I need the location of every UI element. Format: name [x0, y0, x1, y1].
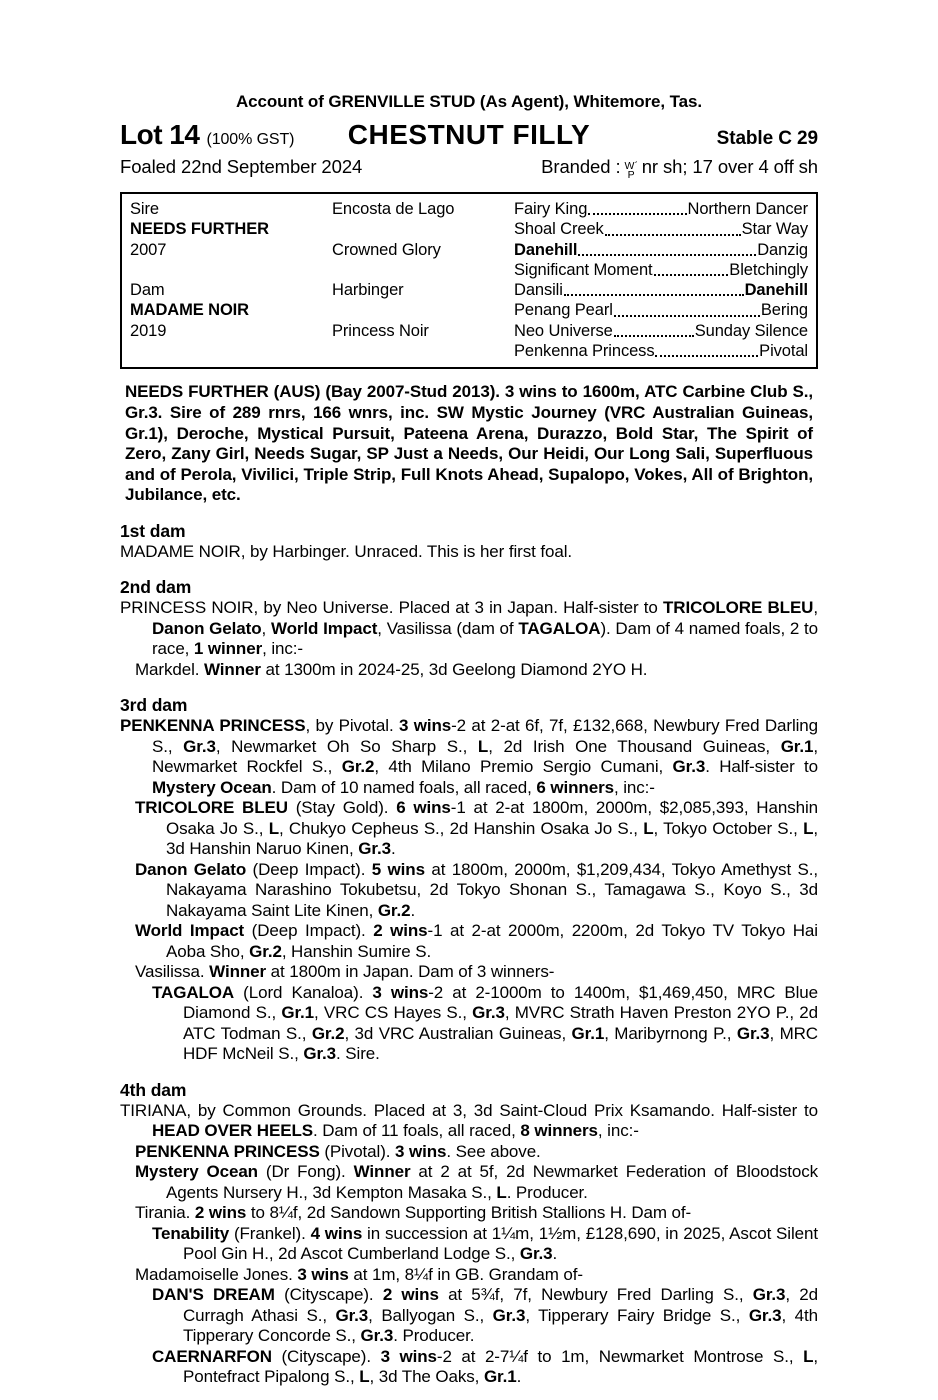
ancestor-name: Significant Moment — [514, 260, 653, 279]
ancestor-name: Fairy King — [514, 200, 588, 218]
pedigree-name-cell: Sire — [130, 200, 159, 218]
pedigree-ancestor-row — [514, 199, 808, 219]
brand-mark-top: Wˊ — [624, 160, 638, 172]
ancestor-name: Penang Pearl — [514, 301, 613, 320]
pedigree-parent-cell: Princess Noir — [332, 321, 429, 340]
lot-header — [120, 119, 818, 153]
ancestor-sire-name: Star Way — [741, 220, 808, 239]
pedigree-parent-cell — [332, 341, 514, 361]
pedigree-ancestor-row — [514, 321, 808, 341]
ancestor-name: Dansili — [514, 281, 563, 300]
sire-summary: NEEDS FURTHER (AUS) (Bay 2007-Stud 2013). 3 wins to 1600m, ATC Carbine Club S., Gr.3. Sire of 289 rnrs, 166 wnrs, inc. SW Mystic Journey (VRC Australian Guineas, Gr.1), Deroche, Mystical Pursuit, Pateena Arena, Durazzo, Bold Star, The Spirit of Zero, Zany Girl, Needs Sugar, SP Just a Needs, Our Heidi, Our Long Sali, Superfluous and of Perola, Vivilici, Triple Strip, Full Knots Ahead, Supalopo, Vokes, All of Brighton, Jubilance, etc. — [125, 382, 813, 505]
brand-location: nr sh; 17 over 4 off sh — [641, 156, 818, 177]
pedigree-ancestor-row — [514, 219, 808, 239]
pedigree-paragraph: Danon Gelato (Deep Impact). 5 wins at 1800m, 2000m, $1,209,434, Tokyo Amethyst S., Nakayama Narashino Tokubetsu, 2d Tokyo Shonan S., Tamagawa S., Koyo S., 3d Nakayama Saint Lite Kinen, Gr.2. — [135, 859, 818, 920]
pedigree-col-grandparents — [514, 199, 808, 361]
dot-leader — [577, 240, 757, 260]
dot-leader — [604, 219, 742, 239]
pedigree-parent-cell: Harbinger — [332, 281, 404, 300]
pedigree-parent-cell: Encosta de Lago — [332, 200, 455, 218]
brand-info — [541, 156, 818, 183]
pedigree-name-cell: NEEDS FURTHER — [130, 220, 269, 239]
pedigree-paragraph: TIRIANA, by Common Grounds. Placed at 3, 3d Saint-Cloud Prix Ksamando. Half-sister to HEAD OVER HEELS. Dam of 11 foals, all raced, 8 winners, inc:- — [120, 1100, 818, 1141]
dam-section-heading: 3rd dam — [120, 695, 188, 716]
pedigree-paragraph: TAGALOA (Lord Kanaloa). 3 wins-2 at 2-1000m to 1400m, $1,469,450, MRC Blue Diamond S., Gr.1, VRC CS Hayes S., Gr.3, MVRC Strath Haven Preston 2YO P., 2d ATC Todman S., Gr.2, 3d VRC Australian Guineas, Gr.1, Maribyrnong P., Gr.3, MRC HDF McNeil S., Gr.3. Sire. — [152, 982, 818, 1064]
pedigree-paragraph: PRINCESS NOIR, by Neo Universe. Placed at 3 in Japan. Half-sister to TRICOLORE BLEU, Danon Gelato, World Impact, Vasilissa (dam of TAGALOA). Dam of 4 named foals, 2 to race, 1 winner, inc:- — [120, 598, 819, 659]
pedigree-paragraph: Madamoiselle Jones. 3 wins at 1m, 8¼f in GB. Grandam of- — [135, 1264, 583, 1284]
ancestor-sire-name: Bering — [760, 301, 808, 320]
horse-name: CHESTNUT FILLY — [347, 119, 591, 150]
dam-section-heading: 1st dam — [120, 520, 186, 541]
ancestor-sire-name: Danehill — [744, 281, 808, 300]
pedigree-paragraph: Tirania. 2 wins to 8¼f, 2d Sandown Supporting British Stallions H. Dam of- — [135, 1203, 692, 1223]
stable-number: Stable C 29 — [716, 128, 818, 149]
branded-label: Branded : — [541, 156, 621, 177]
gst-note: (100% GST) — [206, 131, 295, 148]
ancestor-name: Danehill — [514, 240, 578, 259]
ancestor-name: Penkenna Princess — [514, 342, 655, 361]
brand-mark — [624, 162, 637, 179]
pedigree-name-cell — [130, 341, 332, 361]
dot-leader — [563, 280, 745, 300]
pedigree-col-names — [130, 199, 332, 361]
pedigree-ancestor-row — [514, 341, 808, 361]
dam-section-heading: 2nd dam — [120, 577, 192, 598]
pedigree-name-cell: 2019 — [130, 321, 167, 340]
dot-leader — [654, 341, 759, 361]
pedigree-paragraph: Vasilissa. Winner at 1800m in Japan. Dam of 3 winners- — [135, 962, 555, 982]
dam-section-heading: 4th dam — [120, 1079, 187, 1100]
pedigree-paragraph: Markdel. Winner at 1300m in 2024-25, 3d Geelong Diamond 2YO H. — [135, 659, 648, 679]
ancestor-name: Neo Universe — [514, 321, 613, 340]
pedigree-paragraph: CAERNARFON (Cityscape). 3 wins-2 at 2-7¼f to 1m, Newmarket Montrose S., L, Pontefract Pipalong S., L, 3d The Oaks, Gr.1. — [152, 1346, 818, 1387]
pedigree-paragraph: TRICOLORE BLEU (Stay Gold). 6 wins-1 at 2-at 1800m, 2000m, $2,085,393, Hanshin Osaka Jo S., L, Chukyo Cepheus S., 2d Hanshin Osaka Jo S., L, Tokyo October S., L, 3d Hanshin Naruo Kinen, Gr.3. — [135, 798, 818, 859]
pedigree-name-cell: 2007 — [130, 240, 167, 259]
dot-leader — [653, 260, 730, 280]
foaled-row — [120, 156, 818, 183]
ancestor-sire-name: Sunday Silence — [694, 321, 808, 340]
ancestor-sire-name: Bletchingly — [729, 260, 808, 279]
pedigree-paragraph: DAN'S DREAM (Cityscape). 2 wins at 5¾f, 7f, Newbury Fred Darling S., Gr.3, 2d Curragh Athasi S., Gr.3, Ballyogan S., Gr.3, Tipperary Fairy Bridge S., Gr.3, 4th Tipperary Concorde S., Gr.3. Producer. — [152, 1285, 818, 1346]
pedigree-parent-cell — [332, 300, 514, 320]
pedigree-table — [120, 192, 818, 369]
dot-leader — [613, 321, 695, 341]
pedigree-paragraph: PENKENNA PRINCESS (Pivotal). 3 wins. See above. — [135, 1141, 541, 1161]
pedigree-paragraph: MADAME NOIR, by Harbinger. Unraced. This is her first foal. — [120, 541, 572, 561]
pedigree-col-parents — [332, 199, 514, 361]
pedigree-parent-cell — [332, 260, 514, 280]
ancestor-name: Shoal Creek — [514, 220, 604, 239]
dot-leader — [613, 300, 761, 320]
pedigree-name-cell — [130, 260, 332, 280]
dam-sections — [120, 521, 818, 1388]
dot-leader — [587, 199, 687, 219]
pedigree-paragraph: World Impact (Deep Impact). 2 wins-1 at 2-at 2000m, 2200m, 2d Tokyo TV Tokyo Hai Aoba Sho, Gr.2, Hanshin Sumire S. — [135, 921, 818, 961]
pedigree-paragraph: PENKENNA PRINCESS, by Pivotal. 3 wins-2 at 2-at 6f, 7f, £132,668, Newbury Fred Darling S., Gr.3, Newmarket Oh So Sharp S., L, 2d Irish One Thousand Guineas, Gr.1, Newmarket Rockfel S., Gr.2, 4th Milano Premio Sergio Cumani, Gr.3. Half-sister to Mystery Ocean. Dam of 10 named foals, all raced, 6 winners, inc:- — [120, 716, 819, 797]
pedigree-ancestor-row — [514, 260, 808, 280]
pedigree-paragraph: Tenability (Frankel). 4 wins in succession at 1¼m, 1½m, £128,690, in 2025, Ascot Silent Pool Gin H., 2d Ascot Cumberland Lodge S., Gr.3. — [152, 1223, 818, 1264]
pedigree-ancestor-row — [514, 300, 808, 320]
ancestor-sire-name: Danzig — [757, 240, 808, 259]
brand-mark-bottom: P — [627, 168, 635, 181]
foaled-date: Foaled 22nd September 2024 — [120, 156, 363, 177]
pedigree-parent-cell: Crowned Glory — [332, 240, 441, 259]
account-line: Account of GRENVILLE STUD (As Agent), Whitemore, Tas. — [236, 92, 702, 111]
ancestor-sire-name: Northern Dancer — [687, 200, 808, 218]
ancestor-sire-name: Pivotal — [759, 342, 808, 361]
pedigree-name-cell: Dam — [130, 281, 165, 300]
pedigree-name-cell: MADAME NOIR — [130, 301, 249, 320]
pedigree-paragraph: Mystery Ocean (Dr Fong). Winner at 2 at 5f, 2d Newmarket Federation of Bloodstock Agents Nursery H., 3d Kempton Masaka S., L. Producer. — [135, 1162, 819, 1202]
lot-number: Lot 14 — [120, 119, 200, 150]
pedigree-parent-cell — [332, 219, 514, 239]
pedigree-ancestor-row — [514, 280, 808, 300]
pedigree-ancestor-row — [514, 240, 808, 260]
